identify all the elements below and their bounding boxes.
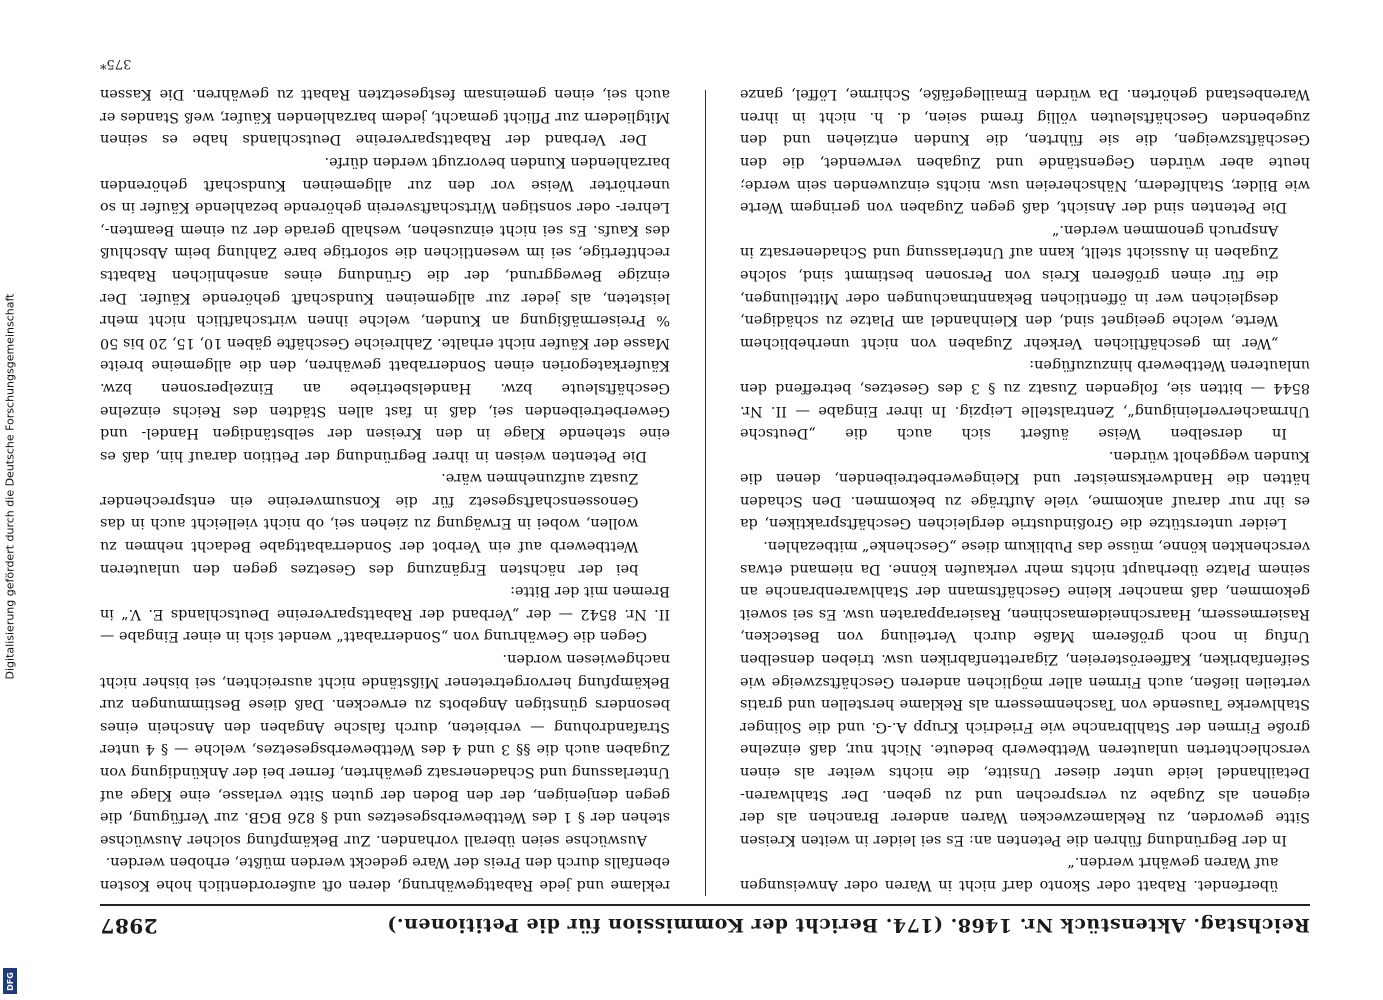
digitization-credit: Digitalisierung gefördert durch die Deutsche Forschungsgemeinschaft bbox=[3, 293, 17, 680]
running-head bbox=[100, 910, 1310, 938]
paragraph: Der Verband der Rabattsparvereine Deutschlands habe es seinen Mitgliedern zur Pflicht gemacht, jedem barzahlenden Käufer, weß Standes er auch sei, einen gemeinsam festgesetzten Rabatt zu gewähren. Die Kassen bbox=[100, 86, 670, 148]
paragraph: überfendet. Rabatt oder Skonto darf nicht in Waren oder Anweisungen auf Waren gewährt werden.“ bbox=[740, 854, 1279, 893]
paragraph: „Wer im geschäftlichen Verkehr Zugaben von nicht unerheblichem Werte, welche geeignet sind, den Kleinhandel am Platze zu schädigen, desgleichen wer in öffentlichen Bekanntmachungen oder Mitteilungen, die für einen größeren Kreis von Personen bestimmt sind, solche Zugaben in Aussicht stellt, kann auf Unterlassung und Schadenersatz in Anspruch genommen werden.“ bbox=[740, 221, 1279, 351]
digitization-strip bbox=[0, 0, 20, 1000]
page-number: 2987 bbox=[100, 914, 158, 938]
paragraph: In der Begründung führen die Petenten an: Es sei leider in weiten Kreisen Sitte geworden, zu Reklamezwecken Waren anderer Branchen als der eigenen als Zugabe zu versprechen und zu geben. Der Stahlwaren-Detailhandel leide unter dieser Unsitte, die nichts weiter als einen verschlechterten unlauteren Wettbewerb bedeute. Nicht nur, daß einzelne große Firmen der Stahlbranche wie Friedrich Krupp A.-G. und die Solinger Stahlwerke Tausende von Taschenmessern als Reklame herstellen und gratis verteilen ließen, auch Firmen aller möglichen anderen Geschäftszweige wie Seifenfabriken, Kaffeeröstereien, Zigarettenfabriken usw. trieben denselben Unfug in noch größerem Maße durch Verteilung von Bestecken, Rasiermessern, Haarschneidemaschinen, Rasierapparaten usw. Es sei soweit gekommen, daß mancher kleine Geschäftsmann der Stahlwarenbranche an seinem Platze überhaupt nichts mehr verkaufen könne. Da niemand etwas verschenkten könne, müsse das Publikum diese „Geschenke“ mitbezahlen. bbox=[740, 538, 1310, 848]
paragraph: Die Petenten sind der Ansicht, daß gegen Zugaben von geringem Werte wie Bilder, Stahlfedern, Nähschereien usw. nichts einzuwenden sein werde; heute aber würden Gegenstände und Zugaben verwendet, die den Geschäftszweigen, die sie führten, die Kunden entziehen und den zugebenden Geschäftsleuten völlig fremd seien, d. h. nicht in ihren Warenbestand gehörten. Da würden Emaillegefäße, Schirme, Löffel, ganze bbox=[740, 86, 1310, 216]
paragraph: reklame und jede Rabattgewährung, deren oft außerordentlich hohe Kosten ebenfalls durch den Preis der Ware gedeckt werden müßte, erhoben werden. bbox=[100, 854, 670, 893]
dfg-logo-icon: DFG bbox=[3, 968, 17, 994]
paragraph: bei der nächsten Ergänzung des Gesetzes gegen den unlauteren Wettbewerb auf ein Verbot der Sonderrabattgabe Bedacht nehmen zu wollen, wobei in Erwägung zu ziehen sei, ob nicht vielleicht auch in das Genossenschaftsgesetz für die Konsumvereine ein entsprechender Zusatz aufzunehmen wäre. bbox=[100, 470, 639, 577]
paragraph: Auswüchse seien überall vorhanden. Zur Bekämpfung solcher Auswüchse stehen der § 1 des Wettbewerbsgesetzes und § 826 BGB. zur Verfügung, die gegen denjenigen, der den Boden der guten Sitte verlasse, eine Klage auf Unterlassung und Schadenersatz gewährten, ferner bei der Ankündigung von Zugaben auch die §§ 3 und 4 des Wettbewerbsgesetzes, welche — § 4 unter Strafandrohung — verbieten, durch falsche Angaben den Anschein eines besonders günstigen Angebots zu erwecken. Daß diese Bestimmungen zur Bekämpfung hervorgetretener Mißstände nicht ausreichten, sei bisher nicht nachgewiesen worden. bbox=[100, 651, 670, 848]
right-column bbox=[100, 80, 670, 896]
paragraph: Gegen die Gewährung von „Sonderrabatt“ wendet sich in einer Eingabe — II. Nr. 8542 — der „Verband der Rabattsparvereine Deutschlands E. V.“ in Bremen mit der Bitte: bbox=[100, 583, 670, 645]
running-head-title: Reichstag. Aktenstück Nr. 1468. (174. Bericht der Kommission für die Petitionen.) bbox=[386, 914, 1310, 936]
left-column bbox=[740, 80, 1310, 896]
header-rule bbox=[100, 904, 1310, 906]
paragraph: Leider unterstütze die Großindustrie dergleichen Geschäftspraktiken, da es ihr nur darauf ankomme, viele Aufträge zu bekommen. Den Schaden hätten die Handwerksmeister und Kleingewerbetreibenden, denen die Kunden weggeholt würden. bbox=[740, 447, 1310, 532]
signature-mark: 375* bbox=[100, 56, 132, 71]
paragraph: Die Petenten weisen in ihrer Begründung der Petition darauf hin, daß es eine stehende Klage in den Kreisen der selbständigen Handel- und Gewerbetreibenden sei, daß in fast allen Städten des Reichs einzelne Geschäftsleute bzw. Handelsbetriebe an Einzelpersonen bzw. Käuferkategorien einen Sonderrabatt gewähren, den die allgemeine breite Masse der Käufer nicht erhalte. Zahlreiche Geschäfte gäben 10, 15, 20 bis 50 % Preisermäßigung an Kunden, welche ihnen wirtschaftlich nicht mehr leisteten, als jeder zur allgemeinen Kundschaft gehörende Käufer. Der einzige Beweggrund, der die Gründung eines ansehnlichen Rabatts rechtfertige, sei im wesentlichen die sofortige bare Zahlung beim Abschluß des Kaufs. Es sei nicht einzusehen, weshalb gerade der zu einem Beamten-, Lehrer- oder sonstigen Wirtschaftsverein gehörende bezahlende Käufer in so unerhörter Weise vor den zur allgemeinen Kundschaft gehörenden barzahlenden Kunden bevorzugt werden dürfe. bbox=[100, 154, 670, 464]
paragraph: In derselben Weise äußert sich auch die „Deutsche Uhrmacherverleinigung“, Zentralstelle Leipzig. In ihrer Eingabe — II. Nr. 8544 — bitten sie, folgenden Zusatz zu § 3 des Gesetzes, betreffend den unlauteren Wettbewerb hinzuzufügen: bbox=[740, 357, 1310, 442]
scanned-page bbox=[60, 50, 1350, 950]
column-rule bbox=[705, 90, 706, 896]
